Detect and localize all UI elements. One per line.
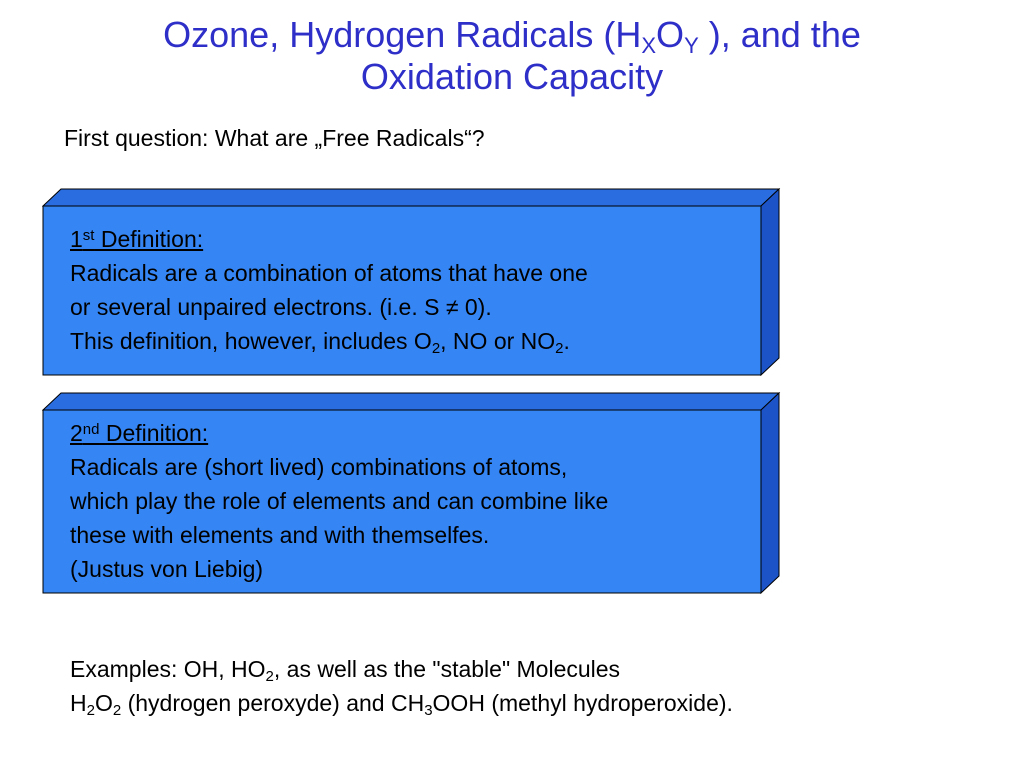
definition-2-line-4: (Justus von Liebig)	[70, 556, 264, 582]
definition-1-heading: 1st Definition:	[70, 226, 204, 252]
definition-1-line-3: This definition, however, includes $O_2$, NO or $NO_2$.	[70, 328, 570, 357]
examples-line-2: $H_2O_2$ (hydrogen peroxyde) and $CH_3OOH$ (methyl hydroperoxide).	[70, 690, 733, 719]
definition-2-heading: 2nd Definition:	[70, 420, 209, 446]
examples-text	[70, 652, 733, 720]
examples-line-1: Examples: OH, $HO_2$, as well as the "stable" Molecules	[70, 656, 621, 685]
first-question: First question: What are „Free Radicals“?	[64, 125, 485, 151]
definition-2-text	[70, 416, 760, 586]
definition-1-box	[42, 188, 782, 378]
definition-2-line-3: these with elements and with themselfes.	[70, 522, 490, 548]
slide-title	[60, 14, 964, 98]
definition-2-line-2: which play the role of elements and can combine like	[70, 488, 609, 514]
definition-2-box	[42, 392, 782, 596]
definition-1-text	[70, 222, 760, 358]
definition-1-line-2: or several unpaired electrons. (i.e. S ≠ 0).	[70, 294, 492, 320]
definition-2-line-1: Radicals are (short lived) combinations of atoms,	[70, 454, 568, 480]
title-line-1: Ozone, Hydrogen Radicals ($H_XO_Y$ ), and the	[163, 14, 861, 58]
definition-1-line-1: Radicals are a combination of atoms that have one	[70, 260, 588, 286]
title-line-2: Oxidation Capacity	[360, 56, 664, 97]
